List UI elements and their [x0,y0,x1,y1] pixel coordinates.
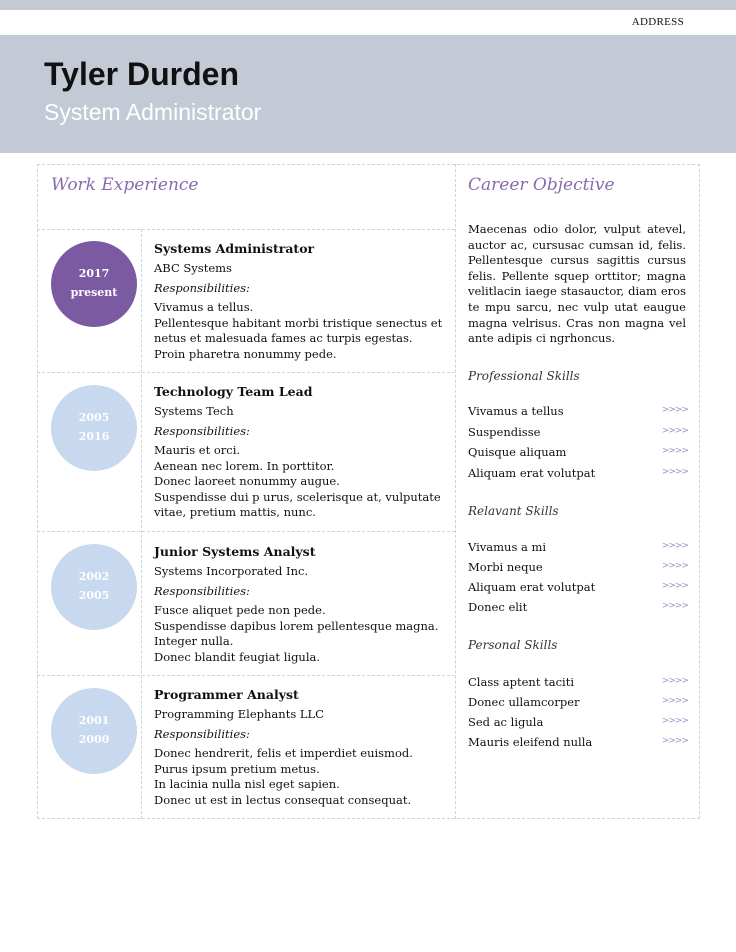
skill-item [468,580,688,598]
job-title: Junior Systems Analyst [154,544,316,559]
chevrons-icon: >>>> [661,446,688,456]
skills-heading: Relavant Skills [468,504,559,518]
chevrons-icon: >>>> [661,676,688,686]
year-start: 2002 [78,570,110,583]
description-line: Donec ut est in lectus consequat consequat. [154,792,412,807]
chevrons-icon: >>>> [661,541,688,551]
chevrons-icon: >>>> [661,467,688,477]
chevrons-icon: >>>> [661,696,688,706]
address-bar [0,10,736,35]
work-experience-heading: Work Experience [51,175,199,195]
skill-item [468,445,688,463]
description-line: Mauris et orci. [154,443,241,457]
skill-item [468,404,688,422]
skill-item [468,540,688,558]
responsibilities-label: Responsibilities: [154,726,250,741]
responsibilities-label: Responsibilities: [154,280,250,295]
description-line: Suspendisse dapibus lorem pellentesque magna. [154,618,439,633]
year-end: 2005 [78,589,110,602]
address-label: ADDRESS [631,16,684,28]
description-line: Pellentesque habitant morbi tristique senectus et [154,315,443,330]
job-entry [154,544,444,665]
job-description [154,300,444,362]
chevrons-icon: >>>> [661,581,688,591]
skill-item [468,735,688,753]
skill-item [468,695,688,713]
job-entry [154,241,444,362]
responsibilities-label: Responsibilities: [154,583,250,598]
row-divider [37,229,455,230]
responsibilities-label: Responsibilities: [154,423,250,438]
top-strip [0,0,736,10]
chevrons-icon: >>>> [661,736,688,746]
job-description [154,603,444,665]
column-divider [455,164,456,819]
skill-label: Quisque aliquam [468,445,567,459]
description-line: Fusce aliquet pede non pede. [154,603,326,617]
year-badge [51,241,137,327]
year-end: present [70,286,118,299]
skill-item [468,425,688,443]
skill-label: Suspendisse [468,425,541,439]
year-badge [51,688,137,774]
row-divider [37,531,455,532]
job-company: Programming Elephants LLC [154,707,324,721]
skill-item [468,600,688,618]
year-badge [51,385,137,471]
skill-item [468,560,688,578]
chevrons-icon: >>>> [661,405,688,415]
skill-label: Donec elit [468,600,528,614]
description-line: Donec blandit feugiat ligula. [154,649,321,664]
job-entry [154,384,444,521]
row-divider [37,372,455,373]
description-line: Vivamus a tellus. [154,300,254,314]
year-start: 2005 [78,411,110,424]
description-line: Aenean nec lorem. In porttitor. [154,458,335,473]
job-title: Programmer Analyst [154,687,299,702]
year-start: 2017 [78,267,110,280]
job-title: Technology Team Lead [154,384,313,399]
career-objective-heading: Career Objective [468,175,615,195]
job-company: Systems Incorporated Inc. [154,564,309,578]
skill-item [468,715,688,733]
skill-item [468,466,688,484]
skill-label: Aliquam erat volutpat [468,466,596,480]
row-divider [37,675,455,676]
year-badge [51,544,137,630]
person-name: Tyler Durden [44,56,239,92]
chevrons-icon: >>>> [661,601,688,611]
skills-heading: Professional Skills [468,369,580,383]
skills-heading: Personal Skills [468,638,558,652]
skill-label: Class aptent taciti [468,675,575,689]
job-company: Systems Tech [154,404,234,418]
job-description [154,746,444,808]
skill-label: Mauris eleifend nulla [468,735,593,749]
skill-label: Aliquam erat volutpat [468,580,596,594]
job-company: ABC Systems [154,261,232,275]
header-banner [0,35,736,153]
year-end: 2000 [78,733,110,746]
description-line: Donec laoreet nonummy augue. [154,474,340,488]
skill-label: Sed ac ligula [468,715,544,729]
year-start: 2001 [78,714,110,727]
person-title: System Administrator [44,99,262,125]
year-end: 2016 [78,430,110,443]
description-line: In lacinia nulla nisl eget sapien. [154,777,340,791]
description-line: netus et malesuada fames ac turpis egestas. [154,331,413,345]
description-line: Integer nulla. [154,634,234,648]
chevrons-icon: >>>> [661,716,688,726]
skill-label: Donec ullamcorper [468,695,580,709]
skill-label: Morbi neque [468,560,543,574]
description-line: Purus ipsum pretium metus. [154,761,320,776]
description-line: Proin pharetra nonummy pede. [154,346,337,361]
job-entry [154,687,444,808]
description-line: Donec hendrerit, felis et imperdiet euismod. [154,746,413,760]
timeline-divider [141,229,142,819]
skill-label: Vivamus a mi [468,540,547,554]
chevrons-icon: >>>> [661,426,688,436]
job-title: Systems Administrator [154,241,315,256]
description-line: Suspendisse dui p urus, scelerisque at, vulputate [154,489,441,504]
job-description [154,443,444,521]
skill-label: Vivamus a tellus [468,404,564,418]
career-objective-text: Maecenas odio dolor, vulput atevel, auctor ac, cursusac cumsan id, felis. Pellentesque cursus sagittis cursus felis. Pellente squep orttitor; magna velitlacin iaege stasauctor, diam eros te mpu sarcu, nec vulp utat eaugue magna velrisus. Cras non magna vel ante adipis ci ngrhoncus. [468,222,686,346]
skill-item [468,675,688,693]
description-line: vitae, pretium mattis, nunc. [154,505,316,519]
chevrons-icon: >>>> [661,561,688,571]
